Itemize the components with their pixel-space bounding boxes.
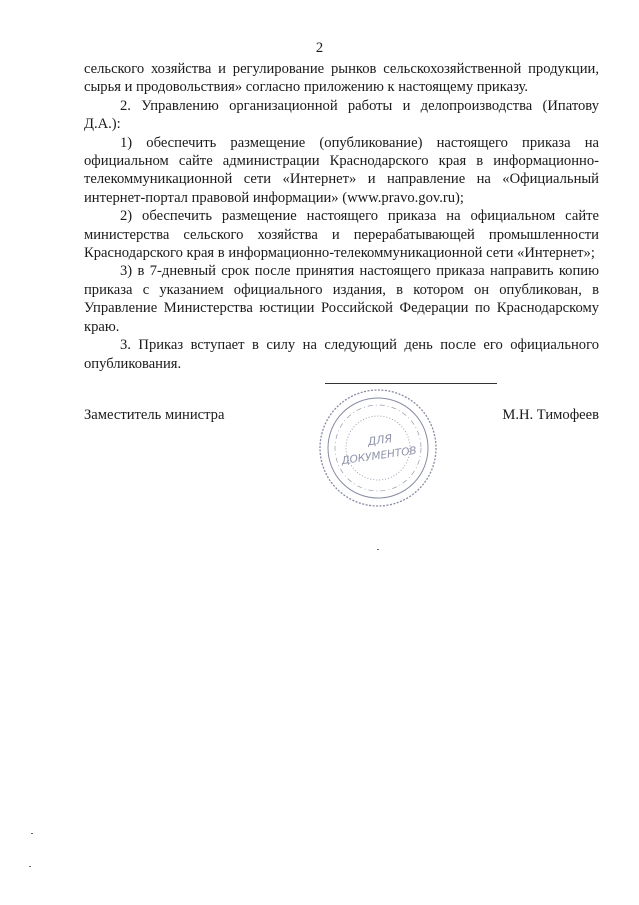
paragraph-item-3: 3. Приказ вступает в силу на следующий день после его официального опубликования. bbox=[84, 337, 599, 372]
signatory-name: М.Н. Тимофеев bbox=[502, 407, 599, 423]
scan-speck bbox=[31, 833, 33, 834]
signatory-title: Заместитель министра bbox=[84, 407, 225, 423]
page-number: 2 bbox=[315, 40, 324, 56]
paragraph-item-2: 2. Управлению организационной работы и делопроизводства (Ипатову Д.А.): bbox=[84, 97, 599, 133]
scan-speck bbox=[377, 549, 379, 550]
document-body bbox=[84, 60, 599, 373]
signature-block bbox=[84, 406, 599, 426]
signature-line bbox=[325, 383, 497, 384]
paragraph-continuation: сельского хозяйства и регулирование рынков сельскохозяйственной продукции, сырья и продовольствия» согласно приложению к настоящему приказу. bbox=[84, 61, 599, 96]
paragraph-subitem-3: 3) в 7-дневный срок после принятия настоящего приказа направить копию приказа с указанием официального издания, в котором он опубликован, в Управление Министерства юстиции Российской Федерации по Краснодарскому краю. bbox=[84, 263, 599, 335]
official-seal-stamp bbox=[316, 386, 440, 510]
stamp-text-line2: ДОКУМЕНТОВ bbox=[340, 444, 418, 468]
paragraph-subitem-2: 2) обеспечить размещение настоящего приказа на официальном сайте министерства сельского хозяйства и перерабатывающей промышленности Краснодарского края в информационно-телекоммуникационной сети «Интернет»; bbox=[84, 208, 599, 262]
paragraph-subitem-1: 1) обеспечить размещение (опубликование) настоящего приказа на официальном сайте администрации Краснодарского края в информационно-телекоммуникационной сети «Интернет» и направление на «Официальный интернет-портал правовой информации» (www.pravo.gov.ru); bbox=[84, 134, 599, 206]
scan-speck bbox=[29, 866, 31, 867]
stamp-text-line1: ДЛЯ bbox=[366, 432, 393, 449]
